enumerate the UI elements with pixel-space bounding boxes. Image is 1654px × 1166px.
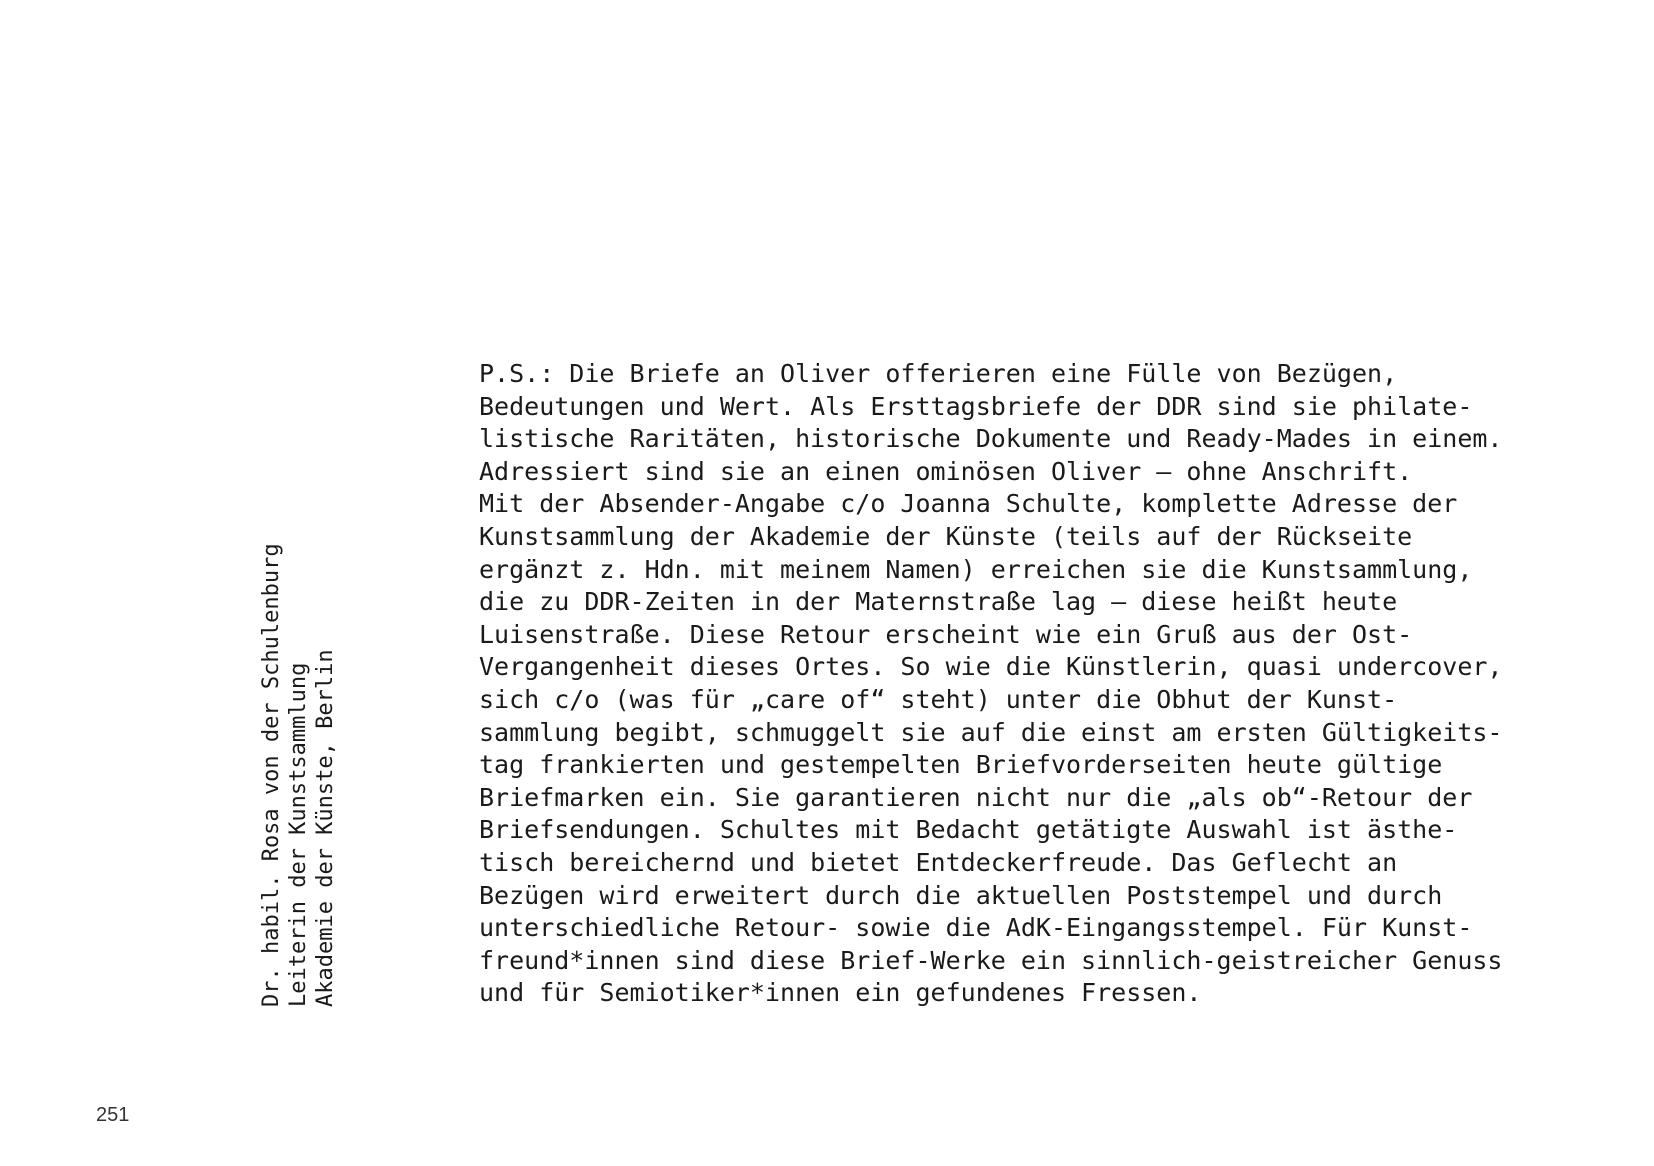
text-line: freund*innen sind diese Brief-Werke ein sinnlich-geistreicher Genuss: [479, 945, 1503, 975]
text-line: unterschiedliche Retour- sowie die AdK-Eingangsstempel. Für Kunst-: [479, 913, 1473, 943]
author-name: Dr. habil. Rosa von der Schulenburg: [259, 543, 284, 1007]
author-credit: [258, 543, 339, 1007]
author-role: Leiterin der Kunstsammlung: [286, 662, 311, 1007]
text-line: sich c/o (was für „care of“ steht) unter die Obhut der Kunst-: [479, 684, 1398, 714]
text-line: die zu DDR-Zeiten in der Maternstraße lag – diese heißt heute: [479, 587, 1398, 617]
text-line: und für Semiotiker*innen ein gefundenes Fressen.: [479, 978, 1202, 1008]
text-line: Bezügen wird erweitert durch die aktuellen Poststempel und durch: [479, 880, 1443, 910]
text-line: Kunstsammlung der Akademie der Künste (teils auf der Rückseite: [479, 521, 1413, 551]
text-line: Bedeutungen und Wert. Als Ersttagsbriefe der DDR sind sie philate-: [479, 391, 1473, 421]
text-line: Mit der Absender-Angabe c/o Joanna Schulte, komplette Adresse der: [479, 489, 1458, 519]
text-line: tag frankierten und gestempelten Briefvorderseiten heute gültige: [479, 750, 1443, 780]
page-number: 251: [96, 1104, 130, 1126]
text-line: tisch bereichernd und bietet Entdeckerfreude. Das Geflecht an: [479, 847, 1398, 877]
text-line: Adressiert sind sie an einen ominösen Oliver – ohne Anschrift.: [479, 456, 1413, 486]
text-line: Luisenstraße. Diese Retour erscheint wie ein Gruß aus der Ost-: [479, 619, 1413, 649]
text-line: sammlung begibt, schmuggelt sie auf die einst am ersten Gültigkeits-: [479, 717, 1503, 747]
text-line: Briefsendungen. Schultes mit Bedacht getätigte Auswahl ist ästhe-: [479, 815, 1458, 845]
text-line: ergänzt z. Hdn. mit meinem Namen) erreichen sie die Kunstsammlung,: [479, 554, 1473, 584]
text-line: listische Raritäten, historische Dokumente und Ready-Mades in einem.: [479, 424, 1503, 454]
text-line: Briefmarken ein. Sie garantieren nicht nur die „als ob“-Retour der: [479, 782, 1473, 812]
author-institution: Akademie der Künste, Berlin: [313, 649, 338, 1007]
text-line: P.S.: Die Briefe an Oliver offerieren eine Fülle von Bezügen,: [479, 359, 1398, 388]
text-line: Vergangenheit dieses Ortes. So wie die Künstlerin, quasi undercover,: [479, 652, 1503, 682]
body-paragraph: [479, 358, 1599, 1010]
